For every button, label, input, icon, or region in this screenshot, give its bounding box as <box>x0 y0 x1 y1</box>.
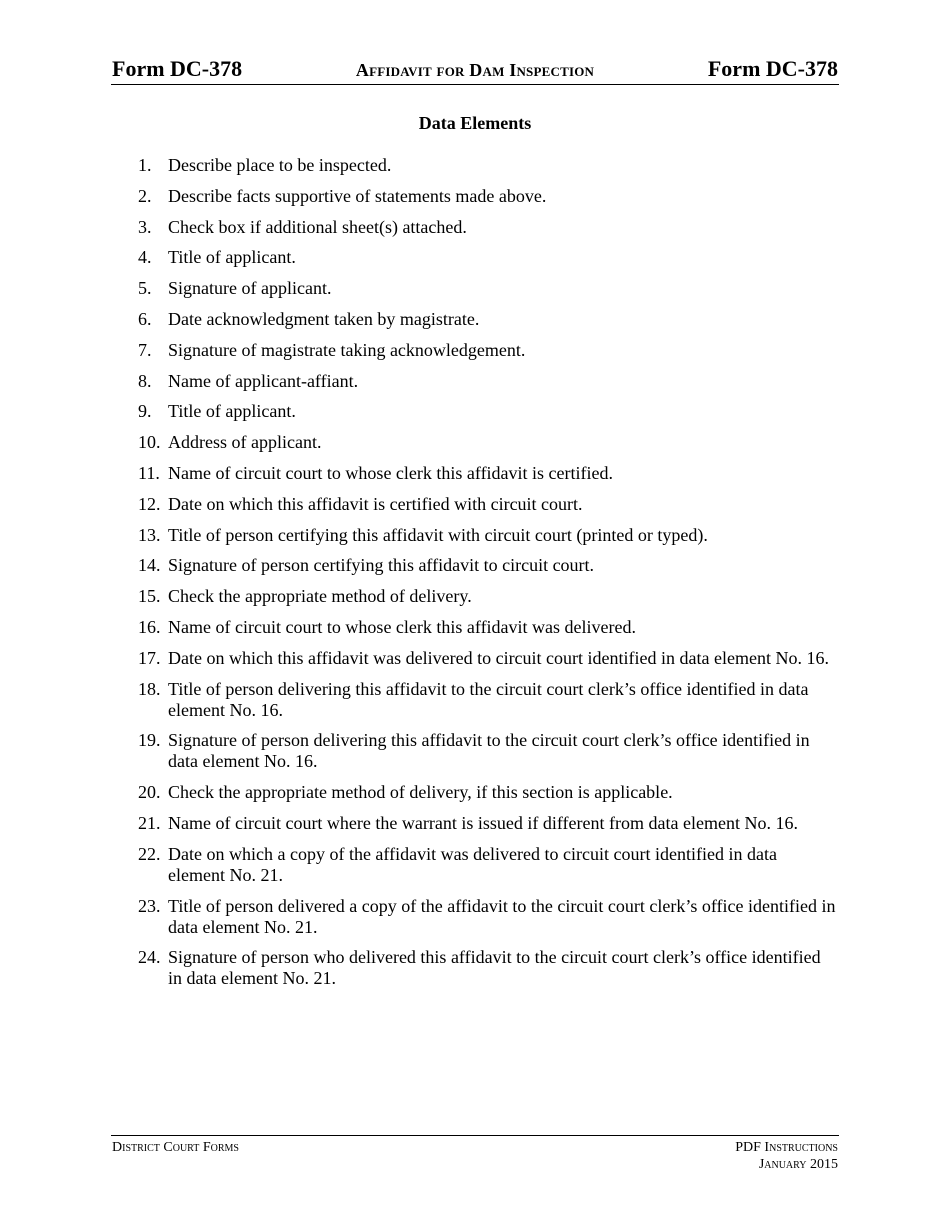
form-number-right: Form DC-378 <box>707 56 838 81</box>
list-item <box>138 617 838 638</box>
item-text: Name of circuit court where the warrant is issued if different from data element No. 16. <box>168 812 798 833</box>
footer-right-line2: January 2015 <box>758 1157 838 1172</box>
item-text: Signature of applicant. <box>168 278 332 299</box>
list-item <box>138 186 838 207</box>
page-header <box>111 58 839 85</box>
list-item <box>138 730 838 772</box>
item-number: 10. <box>138 432 161 453</box>
list-item <box>138 309 838 330</box>
item-number: 14. <box>138 555 161 576</box>
document-title: Affidavit for Dam Inspection <box>355 60 595 80</box>
item-text: Date on which this affidavit was delivered to circuit court identified in data element No. 16. <box>168 647 829 668</box>
list-item <box>138 782 838 803</box>
footer-right <box>735 1139 838 1173</box>
item-text: Describe place to be inspected. <box>168 155 392 175</box>
form-number-left: Form DC-378 <box>112 56 243 81</box>
item-text: Name of circuit court to whose clerk this affidavit is certified. <box>168 462 614 483</box>
list-item <box>138 432 838 453</box>
list-item <box>138 648 838 669</box>
list-item <box>138 371 838 392</box>
item-text: Signature of person certifying this affidavit to circuit court. <box>168 555 595 576</box>
item-text: Title of person certifying this affidavit with circuit court (printed or typed). <box>168 524 708 545</box>
list-item <box>138 555 838 576</box>
item-number: 12. <box>138 493 161 514</box>
list-item <box>138 247 838 268</box>
item-number: 16. <box>138 616 161 637</box>
item-text: Title of applicant. <box>168 401 296 422</box>
item-text: Title of person delivered a copy of the affidavit to the circuit court clerk’s office identified in data element No. 21. <box>168 895 836 937</box>
item-text: Check the appropriate method of delivery. <box>168 586 472 607</box>
item-number: 24. <box>138 947 161 968</box>
item-text: Signature of person who delivered this affidavit to the circuit court clerk’s office identified in data element No. 21. <box>168 947 821 989</box>
item-number: 21. <box>138 812 161 833</box>
page-footer <box>111 1135 839 1172</box>
item-number: 4. <box>138 247 152 268</box>
item-number: 15. <box>138 586 161 607</box>
footer-left: District Court Forms <box>112 1140 239 1155</box>
item-number: 22. <box>138 843 161 864</box>
item-number: 7. <box>138 339 152 360</box>
item-text: Name of applicant-affiant. <box>168 370 359 391</box>
item-text: Describe facts supportive of statements made above. <box>168 185 547 206</box>
item-number: 19. <box>138 730 161 751</box>
list-item <box>138 679 838 721</box>
list-item <box>138 217 838 238</box>
list-item <box>138 155 838 176</box>
item-text: Check the appropriate method of delivery, if this section is applicable. <box>168 782 673 803</box>
item-text: Title of applicant. <box>168 247 296 268</box>
list-item <box>138 401 838 422</box>
item-number: 3. <box>138 216 152 237</box>
item-text: Address of applicant. <box>168 432 322 453</box>
list-item <box>138 896 838 938</box>
list-item <box>138 947 838 989</box>
list-item <box>138 494 838 515</box>
data-elements-list <box>138 155 838 999</box>
item-number: 6. <box>138 308 152 329</box>
item-number: 5. <box>138 278 152 299</box>
item-text: Date on which this affidavit is certified with circuit court. <box>168 493 583 514</box>
item-number: 1. <box>138 155 152 175</box>
item-number: 11. <box>138 462 160 483</box>
item-number: 18. <box>138 678 161 699</box>
section-title: Data Elements <box>418 113 532 133</box>
item-number: 13. <box>138 524 161 545</box>
item-text: Check box if additional sheet(s) attached. <box>168 216 467 237</box>
item-number: 23. <box>138 895 161 916</box>
item-text: Date acknowledgment taken by magistrate. <box>168 308 480 329</box>
item-number: 20. <box>138 782 161 803</box>
item-text: Title of person delivering this affidavit to the circuit court clerk’s office identified in data element No. 16. <box>168 678 809 720</box>
list-item <box>138 813 838 834</box>
list-item <box>138 844 838 886</box>
item-number: 9. <box>138 401 152 422</box>
list-item <box>138 278 838 299</box>
item-number: 17. <box>138 647 161 668</box>
list-item <box>138 463 838 484</box>
item-number: 8. <box>138 370 152 391</box>
footer-right-line1: PDF Instructions <box>735 1140 838 1155</box>
item-text: Signature of person delivering this affidavit to the circuit court clerk’s office identified in data element No. 16. <box>168 730 810 772</box>
item-text: Signature of magistrate taking acknowledgement. <box>168 339 526 360</box>
item-text: Name of circuit court to whose clerk this affidavit was delivered. <box>168 616 637 637</box>
list-item <box>138 340 838 361</box>
list-item <box>138 525 838 546</box>
item-text: Date on which a copy of the affidavit was delivered to circuit court identified in data element No. 21. <box>168 843 777 885</box>
list-item <box>138 586 838 607</box>
item-number: 2. <box>138 185 152 206</box>
